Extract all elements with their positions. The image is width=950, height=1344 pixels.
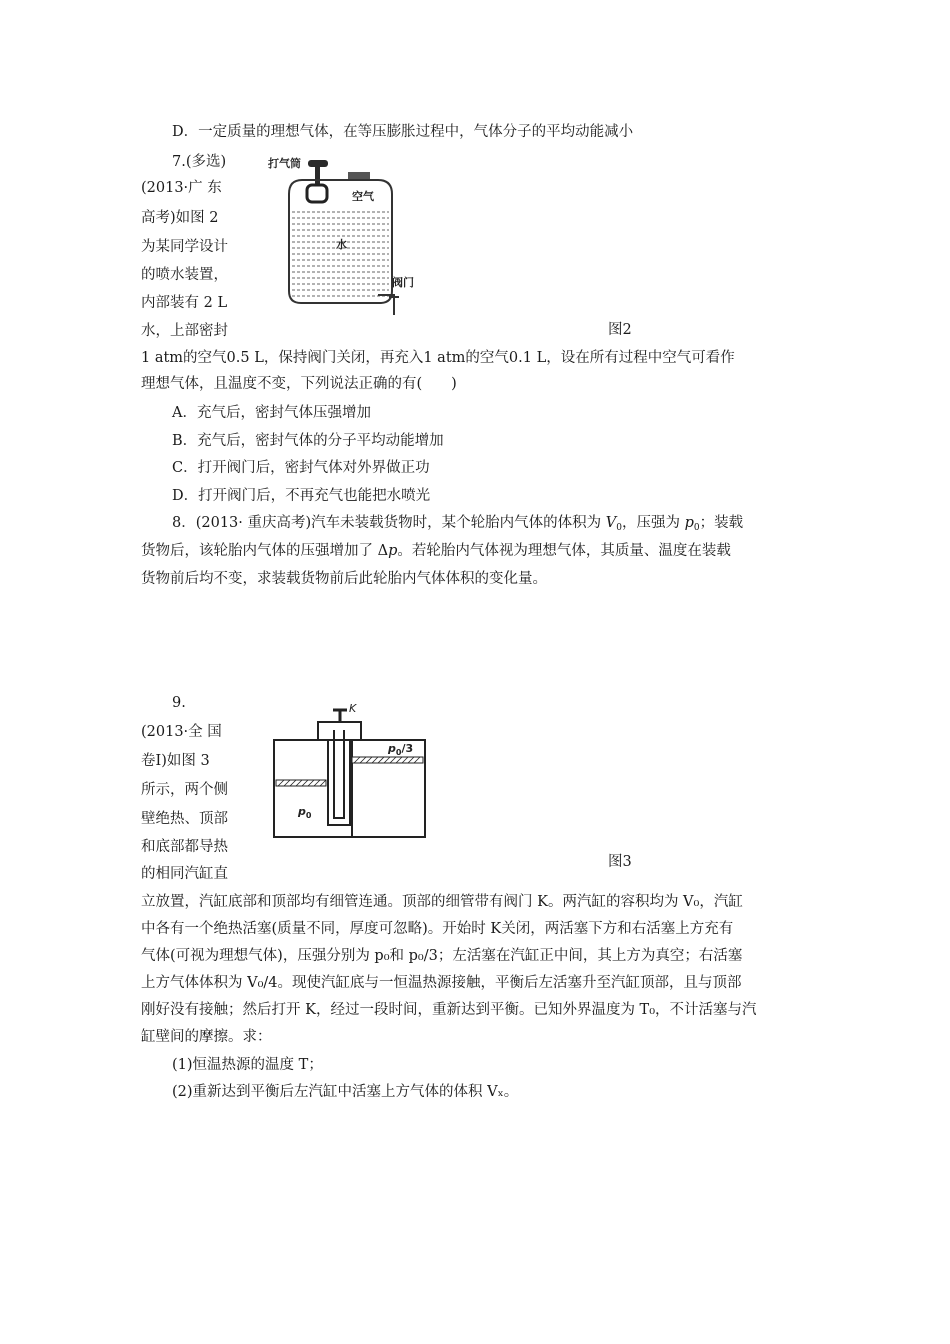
q6-option-d: D．一定质量的理想气体，在等压膨胀过程中，气体分子的平均动能减小	[172, 124, 634, 140]
pump-rod	[315, 166, 320, 186]
q7-option-a: A．充气后，密封气体压强增加	[172, 405, 371, 421]
u-tube	[328, 740, 350, 825]
q7-option-d: D．打开阀门后，不再充气也能把水喷光	[172, 488, 431, 504]
q8-line-3: 货物前后均不变，求装载货物前后此轮胎内气体体积的变化量。	[141, 571, 547, 587]
left-cylinder	[274, 740, 352, 837]
pump-handle	[308, 160, 328, 167]
q9-wrap-line: (2013·全 国	[141, 724, 222, 740]
pump-chamber	[307, 185, 327, 202]
label-pump: 打气筒	[268, 157, 301, 170]
q9-body-line: 气体(可视为理想气体)，压强分别为 p₀和 p₀/3；左活塞在汽缸正中间，其上方为真空；右活塞	[141, 948, 743, 964]
q7-option-c: C．打开阀门后，密封气体对外界做正功	[172, 460, 430, 476]
figure-2-caption: 图2	[608, 322, 632, 338]
q7-wrap-line: 内部装有 2 L	[141, 295, 228, 311]
q9-wrap-line: 和底部都导热	[141, 839, 228, 855]
q9-body-line: 立放置，汽缸底部和顶部均有细管连通。顶部的细管带有阀门 K。两汽缸的容积均为 V₀，汽缸	[141, 894, 743, 910]
q7-wrap-line: 的喷水装置，	[141, 267, 228, 283]
q7-number: 7.(多选)	[172, 154, 227, 170]
label-air: 空气	[352, 190, 374, 203]
q9-body-line: 中各有一个绝热活塞(质量不同，厚度可忽略)。开始时 K关闭，两活塞下方和右活塞上方充有	[141, 921, 734, 937]
figure-2-spray-device	[266, 155, 426, 315]
q9-sub-2: (2)重新达到平衡后左汽缸中活塞上方气体的体积 Vₓ。	[172, 1084, 519, 1100]
label-k: K	[349, 702, 357, 715]
label-p0-left: $p_0$	[298, 805, 312, 820]
q9-body-line: 上方气体体积为 V₀/4。现使汽缸底与一恒温热源接触，平衡后左活塞升至汽缸顶部，且与顶部	[141, 975, 742, 991]
q7-body-line: 1 atm的空气0.5 L，保持阀门关闭，再充入1 atm的空气0.1 L，设在所有过程中空气可看作	[141, 350, 735, 366]
q8-line-2: 货物后，该轮胎内气体的压强增加了 Δp。若轮胎内气体视为理想气体，其质量、温度在装载	[141, 543, 731, 559]
label-water: 水	[336, 238, 347, 251]
q9-wrap-line: 的相同汽缸直	[141, 866, 228, 882]
q9-wrap-line: 卷Ⅰ)如图 3	[141, 753, 210, 769]
figure-3-caption: 图3	[608, 854, 632, 870]
label-valve: 阀门	[392, 276, 414, 289]
q9-wrap-line: 壁绝热、顶部	[141, 811, 228, 827]
q7-wrap-line: 高考)如图 2	[141, 210, 219, 226]
q9-sub-1: (1)恒温热源的温度 T；	[172, 1057, 323, 1073]
q7-option-b: B．充气后，密封气体的分子平均动能增加	[172, 433, 444, 449]
u-tube-inner	[334, 730, 344, 818]
water-pattern	[292, 212, 389, 296]
q8-line-1: 8．(2013· 重庆高考)汽车未装载货物时，某个轮胎内气体的体积为 $V_0$，压强为 $p_0$；装载	[172, 515, 744, 533]
top-tube	[318, 722, 361, 740]
q7-body-line: 理想气体，且温度不变，下列说法正确的有( )	[141, 376, 457, 392]
q7-wrap-line: (2013·广 东	[141, 180, 222, 196]
q7-wrap-line: 为某同学设计	[141, 239, 228, 255]
q9-body-line: 刚好没有接触；然后打开 K，经过一段时间，重新达到平衡。已知外界温度为 T₀，不计活塞与汽	[141, 1002, 757, 1018]
q7-wrap-line: 水，上部密封	[141, 323, 228, 339]
label-p0-right: $p_0/3$	[388, 742, 414, 757]
q9-number: 9.	[172, 695, 186, 711]
q9-wrap-line: 所示，两个侧	[141, 782, 228, 798]
figure-3-cylinders	[270, 700, 430, 840]
q9-body-line: 缸壁间的摩擦。求：	[141, 1029, 272, 1045]
